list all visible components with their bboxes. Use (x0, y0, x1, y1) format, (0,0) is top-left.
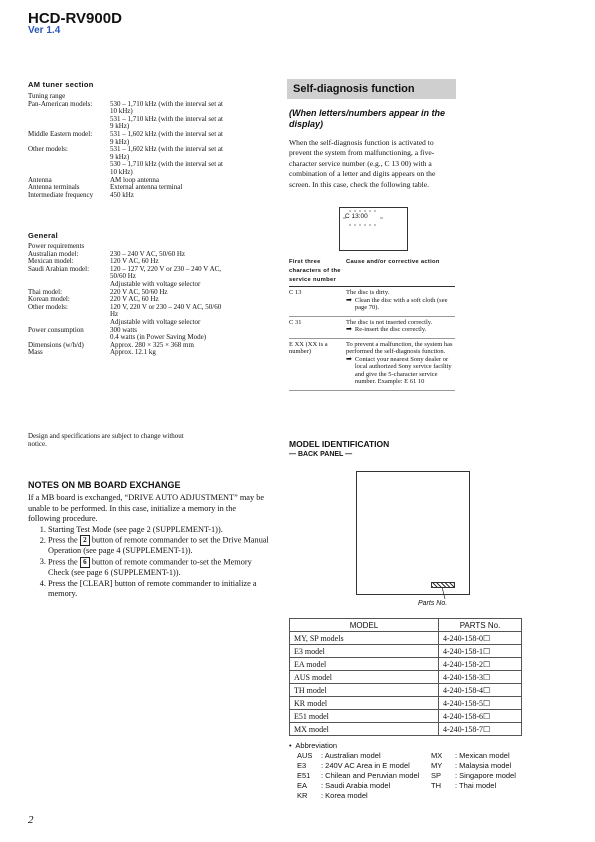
parts-cell: 4-240-158-2☐ (439, 658, 522, 671)
abbr-code (431, 791, 455, 801)
document-version: Ver 1.4 (28, 25, 61, 36)
remote-key-icon: 6 (80, 557, 90, 568)
spec-row (28, 146, 228, 161)
parts-cell: 4-240-158-6☐ (439, 710, 522, 723)
spec-row (28, 349, 228, 357)
abbr-code: AUS (297, 751, 313, 760)
arrow-right-icon: ➡ (346, 354, 352, 363)
spec-row (28, 161, 228, 176)
action-line (346, 356, 455, 386)
table-row (290, 645, 522, 658)
parts-no-label: Parts No. (418, 600, 448, 607)
service-code: E XX (XX is a number) (289, 340, 328, 355)
abbr-desc: : Australian model (321, 751, 381, 760)
cause-action (346, 289, 455, 312)
general-spec-list (28, 243, 228, 357)
model-cell: E51 model (290, 710, 439, 723)
table-row (290, 658, 522, 671)
spec-row (28, 266, 228, 281)
design-note: Design and specifications are subject to change without notice. (28, 432, 184, 448)
table-header (289, 258, 455, 287)
spec-key: Australian model: (28, 249, 79, 258)
col-model-header: MODEL (290, 619, 439, 632)
spec-key: Korean model: (28, 295, 70, 304)
spec-key: Pan-American models: (28, 99, 93, 108)
spec-value: Approx. 12.1 kg (110, 348, 156, 357)
spec-row (28, 116, 228, 131)
spec-key: Mass (28, 348, 43, 357)
cause-action (346, 341, 455, 386)
model-cell: AUS model (290, 671, 439, 684)
spec-value: 220 V AC, 50/60 Hz (110, 287, 168, 296)
action-line (346, 297, 455, 312)
spec-value: External antenna terminal (110, 183, 183, 192)
abbr-desc: : Singapore model (455, 771, 516, 780)
self-diagnosis-table (289, 258, 455, 391)
model-cell: MX model (290, 723, 439, 736)
spec-value: Adjustable with voltage selector (110, 279, 201, 288)
abbr-desc: : Saudi Arabia model (321, 781, 391, 790)
general-heading: General (28, 231, 59, 240)
model-identification-subtitle: — BACK PANEL — (289, 451, 353, 458)
spec-key: Other models: (28, 145, 68, 154)
notes-step: 1. Starting Test Mode (see page 2 (SUPPLEMENT-1)). (48, 525, 270, 536)
am-tuner-spec-list (28, 93, 228, 199)
model-parts-table (289, 618, 522, 736)
table-header-code: First three characters of the service number (289, 259, 341, 283)
table-row (290, 723, 522, 736)
col-parts-header: PARTS No. (439, 619, 522, 632)
cause-action (346, 319, 455, 334)
notes-step: 2. Press the 2 button of remote commander to set the Drive Manual Operation (see page 4 (SUPPLEMENT-1)). (48, 535, 270, 557)
spec-key (28, 116, 110, 131)
spec-row (28, 101, 228, 116)
remote-key-icon: 2 (80, 535, 90, 546)
spec-key: Antenna terminals (28, 183, 80, 192)
spec-key: Thai model: (28, 287, 63, 296)
parts-cell: 4-240-158-7☐ (439, 723, 522, 736)
model-cell: MY, SP models (290, 632, 439, 645)
spec-key: Antenna (28, 175, 52, 184)
abbr-desc: : Korea model (321, 791, 368, 800)
spec-key: Saudi Arabian model: (28, 264, 90, 273)
abbr-desc: : Thai model (455, 781, 497, 790)
notes-step: 4. Press the [CLEAR] button of remote commander to initialize a memory. (48, 579, 270, 600)
spec-key: Mexican model: (28, 257, 74, 266)
spec-row (28, 192, 228, 200)
display-text: C 13:00 (345, 213, 368, 220)
spec-value: 120 V, 220 V or 230 – 240 V AC, 50/60 Hz (110, 302, 222, 319)
self-diagnosis-title: Self-diagnosis function (287, 79, 456, 99)
table-row (290, 697, 522, 710)
table-header-cause: Cause and/or corrective action (346, 259, 440, 265)
abbr-desc (455, 791, 525, 801)
model-cell: E3 model (290, 645, 439, 658)
table-row (289, 317, 455, 339)
abbr-code: SP (431, 771, 442, 780)
spec-row (28, 131, 228, 146)
table-row (289, 287, 455, 317)
abbreviation-title: • Abbreviation (289, 741, 338, 750)
model-cell: TH model (290, 684, 439, 697)
spec-value: AM loop antenna (110, 175, 159, 184)
table-row (289, 339, 455, 391)
model-cell: KR model (290, 697, 439, 710)
spec-key: Power consumption (28, 325, 84, 334)
spec-key: Tuning range (28, 92, 66, 100)
spec-value: 531 – 1,710 kHz (with the interval set at 9 kHz) (110, 114, 223, 131)
document-model-title: HCD-RV900D (28, 10, 122, 27)
pointer-line-icon (440, 586, 448, 600)
table-row (290, 671, 522, 684)
spec-value: 120 V AC, 60 Hz (110, 257, 159, 266)
spec-value: Approx. 280 × 325 × 368 mm (110, 340, 194, 349)
spec-value: 300 watts (110, 325, 138, 334)
spec-value: 120 – 127 V, 220 V or 230 – 240 V AC, 50/60 Hz (110, 264, 222, 281)
arrow-right-icon: ➡ (346, 325, 352, 333)
spec-value: 450 kHz (110, 190, 134, 199)
back-panel-illustration (356, 471, 470, 595)
spec-value: 530 – 1,710 kHz (with the interval set at 10 kHz) (110, 160, 223, 176)
page-number: 2 (28, 814, 34, 826)
cause-text: The disc is not inserted correctly. (346, 318, 433, 326)
parts-cell: 4-240-158-5☐ (439, 697, 522, 710)
spec-key: Dimensions (w/h/d) (28, 340, 84, 349)
parts-cell: 4-240-158-1☐ (439, 645, 522, 658)
spec-row (28, 304, 228, 319)
spec-value: 531 – 1,602 kHz (with the interval set at 9 kHz) (110, 145, 223, 161)
abbr-desc: : Malaysia model (455, 761, 512, 770)
spec-value: Adjustable with voltage selector (110, 317, 201, 326)
am-tuner-heading: AM tuner section (28, 80, 94, 89)
action-text: Re-insert the disc correctly. (354, 326, 427, 333)
abbr-code: KR (297, 791, 308, 800)
display-illustration (339, 207, 408, 251)
notes-section (28, 493, 270, 600)
abbreviation-section (289, 741, 529, 801)
notes-step: 3. Press the 6 button of remote commander to-set the Memory Check (see page 6 (SUPPLEMENT-1)). (48, 557, 270, 579)
spec-key: Middle Eastern model: (28, 129, 93, 138)
cause-text: The disc is dirty. (346, 289, 390, 296)
abbreviation-grid (289, 751, 529, 801)
abbr-code: EA (297, 781, 308, 790)
self-diagnosis-body: When the self-diagnosis function is activated to prevent the system from malfunctioning, a five-character service number (e.g., C 13 00) with a combination of a letter and digits appears on the screen. In this case, check the following table. (289, 138, 436, 189)
abbr-code: E3 (297, 761, 307, 770)
spec-value: 220 V AC, 60 Hz (110, 295, 159, 304)
cause-text: To prevent a malfunction, the system has performed the self-diagnosis function. (346, 340, 453, 355)
notes-intro: If a MB board is exchanged, “DRIVE AUTO ADJUSTMENT” may be unable to be performed. In this case, initialize a memory in the following procedure. (28, 493, 265, 524)
action-text: Contact your nearest Sony dealer or local authorized Sony service facility and give the 5-character service number. Example: E 61 10 (354, 355, 452, 385)
spec-value: 0.4 watts (in Power Saving Mode) (110, 333, 207, 342)
abbr-desc: : 240V AC Area in E model (321, 761, 410, 770)
spec-value: 230 – 240 V AC, 50/60 Hz (110, 249, 185, 258)
abbr-code: MY (431, 761, 443, 770)
table-row (290, 684, 522, 697)
model-cell: EA model (290, 658, 439, 671)
spec-key: Other models: (28, 302, 68, 311)
spec-value: 531 – 1,602 kHz (with the interval set at 9 kHz) (110, 129, 223, 146)
service-code: C 13 (289, 289, 302, 296)
abbr-desc: : Chilean and Peruvian model (321, 771, 420, 780)
action-line (346, 326, 455, 334)
action-text: Clean the disc with a soft cloth (see page 70). (354, 296, 448, 311)
table-row (290, 632, 522, 645)
parts-cell: 4-240-158-3☐ (439, 671, 522, 684)
service-code: C 31 (289, 318, 302, 326)
notes-steps (28, 525, 270, 600)
model-identification-title: MODEL IDENTIFICATION (289, 439, 390, 449)
spec-key: Intermediate frequency (28, 190, 94, 199)
parts-cell: 4-240-158-0☐ (439, 632, 522, 645)
table-row (290, 710, 522, 723)
abbr-desc: : Mexican model (455, 751, 510, 760)
spec-key: Power requirements (28, 242, 85, 250)
arrow-right-icon: ➡ (346, 295, 352, 304)
self-diagnosis-subtitle: (When letters/numbers appear in the display) (289, 108, 446, 129)
spec-value: 530 – 1,710 kHz (with the interval set at 10 kHz) (110, 99, 223, 116)
abbr-code: MX (431, 751, 443, 760)
parts-cell: 4-240-158-4☐ (439, 684, 522, 697)
notes-heading: NOTES ON MB BOARD EXCHANGE (28, 480, 181, 490)
spec-key (28, 161, 110, 176)
abbr-code: TH (431, 781, 441, 790)
abbr-code: E51 (297, 771, 311, 780)
